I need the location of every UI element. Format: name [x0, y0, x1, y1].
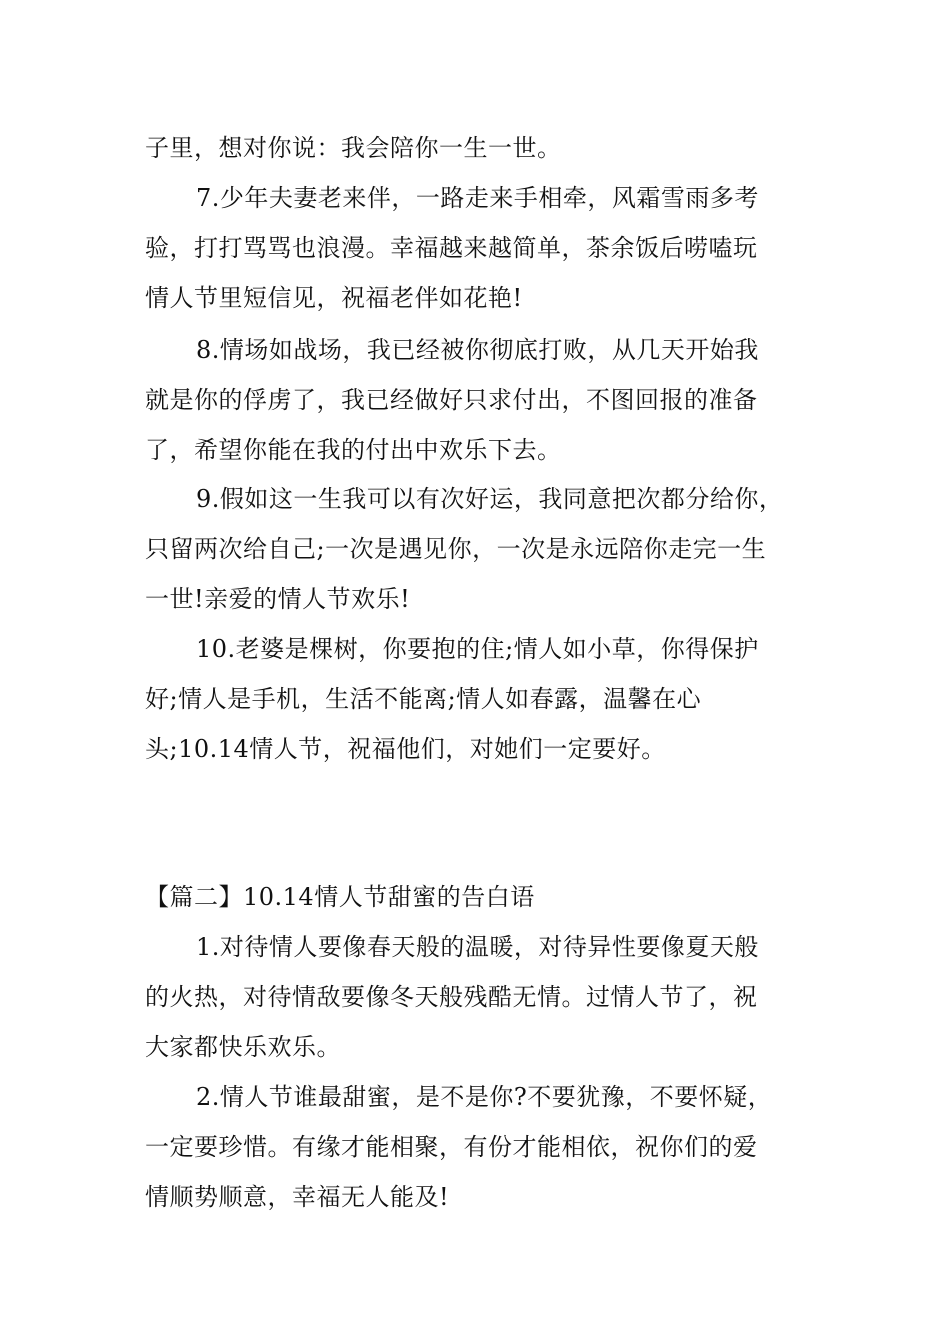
- paragraph-line: 验，打打骂骂也浪漫。幸福越来越简单，茶余饭后唠嗑玩: [145, 234, 758, 262]
- paragraph-line: 好;情人是手机，生活不能离;情人如春露，温馨在心: [145, 685, 702, 713]
- paragraph-line: 大家都快乐欢乐。: [145, 1033, 341, 1061]
- paragraph-line: 子里，想对你说：我会陪你一生一世。: [145, 134, 562, 162]
- paragraph-line: 7.少年夫妻老来伴，一路走来手相牵，风霜雪雨多考: [196, 184, 759, 212]
- paragraph-line: 10.老婆是棵树，你要抱的住;情人如小草，你得保护: [196, 635, 759, 663]
- paragraph-line: 了，希望你能在我的付出中欢乐下去。: [145, 436, 562, 464]
- paragraph-line: 情人节里短信见，祝福老伴如花艳!: [145, 284, 523, 312]
- paragraph-line: 8.情场如战场，我已经被你彻底打败，从几天开始我: [196, 336, 759, 364]
- paragraph-line: 情顺势顺意，幸福无人能及!: [145, 1183, 450, 1211]
- paragraph-line: 只留两次给自己;一次是遇见你，一次是永远陪你走完一生: [145, 535, 767, 563]
- paragraph-line: 9.假如这一生我可以有次好运，我同意把次都分给你，: [196, 485, 784, 513]
- paragraph-line: 头;10.14情人节，祝福他们，对她们一定要好。: [145, 735, 666, 763]
- paragraph-line: 1.对待情人要像春天般的温暖，对待异性要像夏天般: [196, 933, 759, 961]
- paragraph-line: 一定要珍惜。有缘才能相聚，有份才能相依，祝你们的爱: [145, 1133, 758, 1161]
- paragraph-line: 2.情人节谁最甜蜜，是不是你?不要犹豫，不要怀疑，: [196, 1083, 773, 1111]
- section-heading: 【篇二】10.14情人节甜蜜的告白语: [145, 883, 535, 911]
- paragraph-line: 就是你的俘虏了，我已经做好只求付出，不图回报的准备: [145, 386, 758, 414]
- paragraph-line: 的火热，对待情敌要像冬天般残酷无情。过情人节了，祝: [145, 983, 758, 1011]
- paragraph-line: 一世!亲爱的情人节欢乐!: [145, 585, 411, 613]
